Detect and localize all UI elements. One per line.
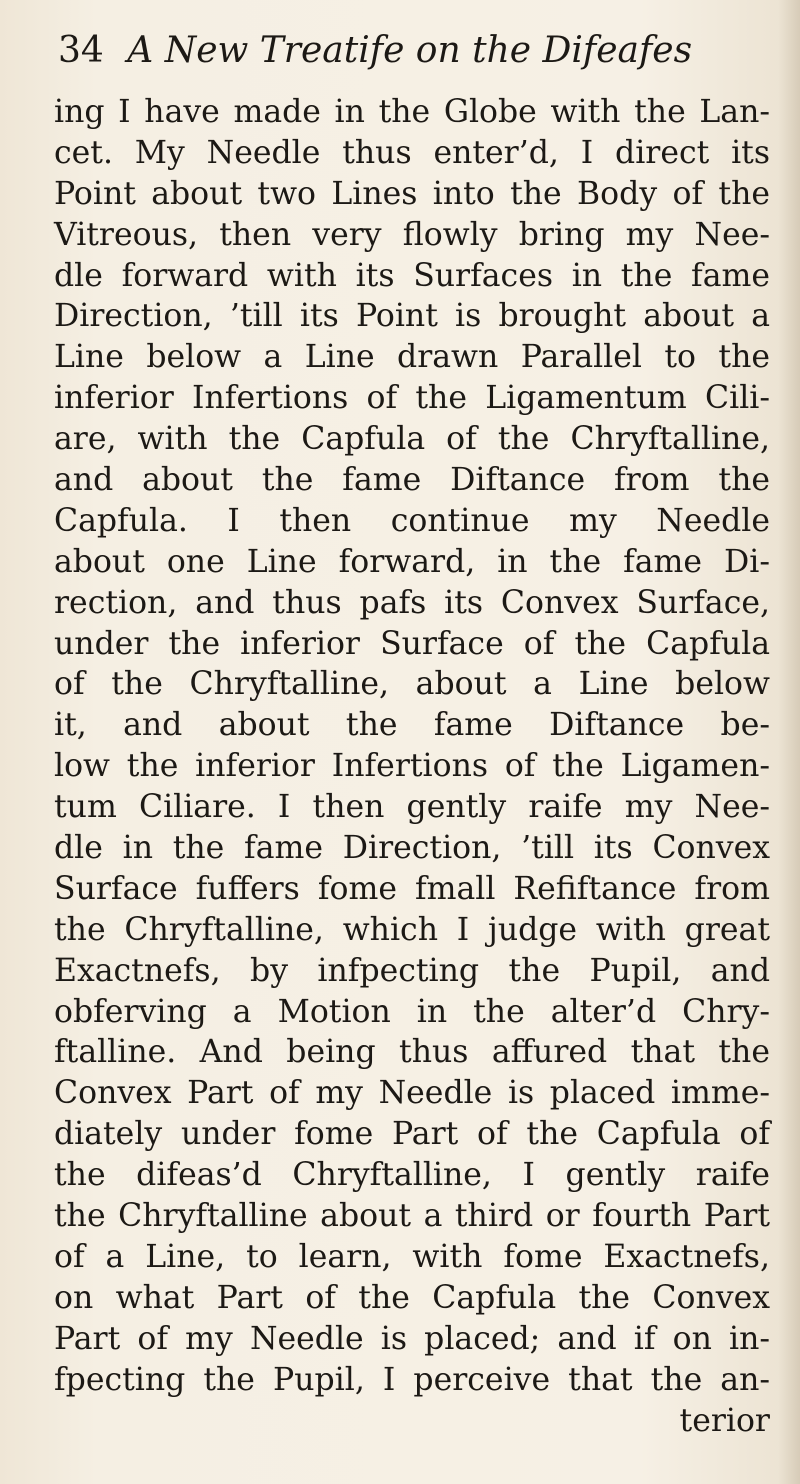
text-line: the Chryftalline about a third or fourth Part	[54, 1198, 770, 1235]
text-line: of a Line, to learn, with fome Exactnefs,	[54, 1238, 770, 1275]
text-line: diately under fome Part of the Capfula of	[54, 1116, 770, 1153]
running-title: A New Treatife on the Difeafes	[127, 30, 693, 71]
page-number: 34	[58, 30, 104, 71]
text-line: cet. My Needle thus enter’d, I direct its	[54, 134, 770, 171]
page-edge-shadow	[778, 0, 800, 1484]
text-line: inferior Infertions of the Ligamentum Cili-	[54, 380, 770, 417]
text-line: Direction, ’till its Point is brought about a	[54, 298, 770, 335]
text-line: it, and about the fame Diftance be-	[54, 707, 770, 744]
text-line: low the inferior Infertions of the Ligamen-	[54, 748, 770, 785]
text-line: the difeas’d Chryftalline, I gently raife	[54, 1157, 770, 1194]
text-line: under the inferior Surface of the Capfula	[54, 625, 770, 662]
text-line: of the Chryftalline, about a Line below	[54, 666, 770, 703]
text-line: the Chryftalline, which I judge with great	[54, 911, 770, 948]
text-line: Point about two Lines into the Body of the	[54, 175, 770, 212]
text-line: Exactnefs, by infpecting the Pupil, and	[54, 952, 770, 989]
text-line: dle forward with its Surfaces in the fame	[54, 257, 770, 294]
text-line: Capfula. I then continue my Needle	[54, 502, 770, 539]
text-line: Convex Part of my Needle is placed imme-	[54, 1075, 770, 1112]
text-line: tum Ciliare. I then gently raife my Nee-	[54, 789, 770, 826]
text-line: obferving a Motion in the alter’d Chry-	[54, 993, 770, 1030]
text-line: Part of my Needle is placed; and if on in-	[54, 1320, 770, 1357]
text-line: Surface fuffers fome fmall Refiftance from	[54, 870, 770, 907]
text-line: on what Part of the Capfula the Convex	[54, 1279, 770, 1316]
text-line: fpecting the Pupil, I perceive that the an-	[54, 1361, 770, 1398]
text-line: ing I have made in the Globe with the Lan-	[54, 94, 770, 130]
text-line: about one Line forward, in the fame Di-	[54, 543, 770, 580]
text-line: rection, and thus pafs its Convex Surface,	[54, 584, 770, 621]
text-line: Vitreous, then very flowly bring my Nee-	[54, 216, 770, 253]
body-text	[54, 92, 770, 1441]
text-line: are, with the Capfula of the Chryftalline,	[54, 421, 770, 458]
catchword: terior	[679, 1402, 770, 1439]
text-line: ftalline. And being thus affured that the	[54, 1034, 770, 1071]
text-line: Line below a Line drawn Parallel to the	[54, 339, 770, 376]
running-header	[58, 30, 692, 90]
text-line: and about the fame Diftance from the	[54, 462, 770, 499]
text-line: dle in the fame Direction, ’till its Convex	[54, 830, 770, 867]
